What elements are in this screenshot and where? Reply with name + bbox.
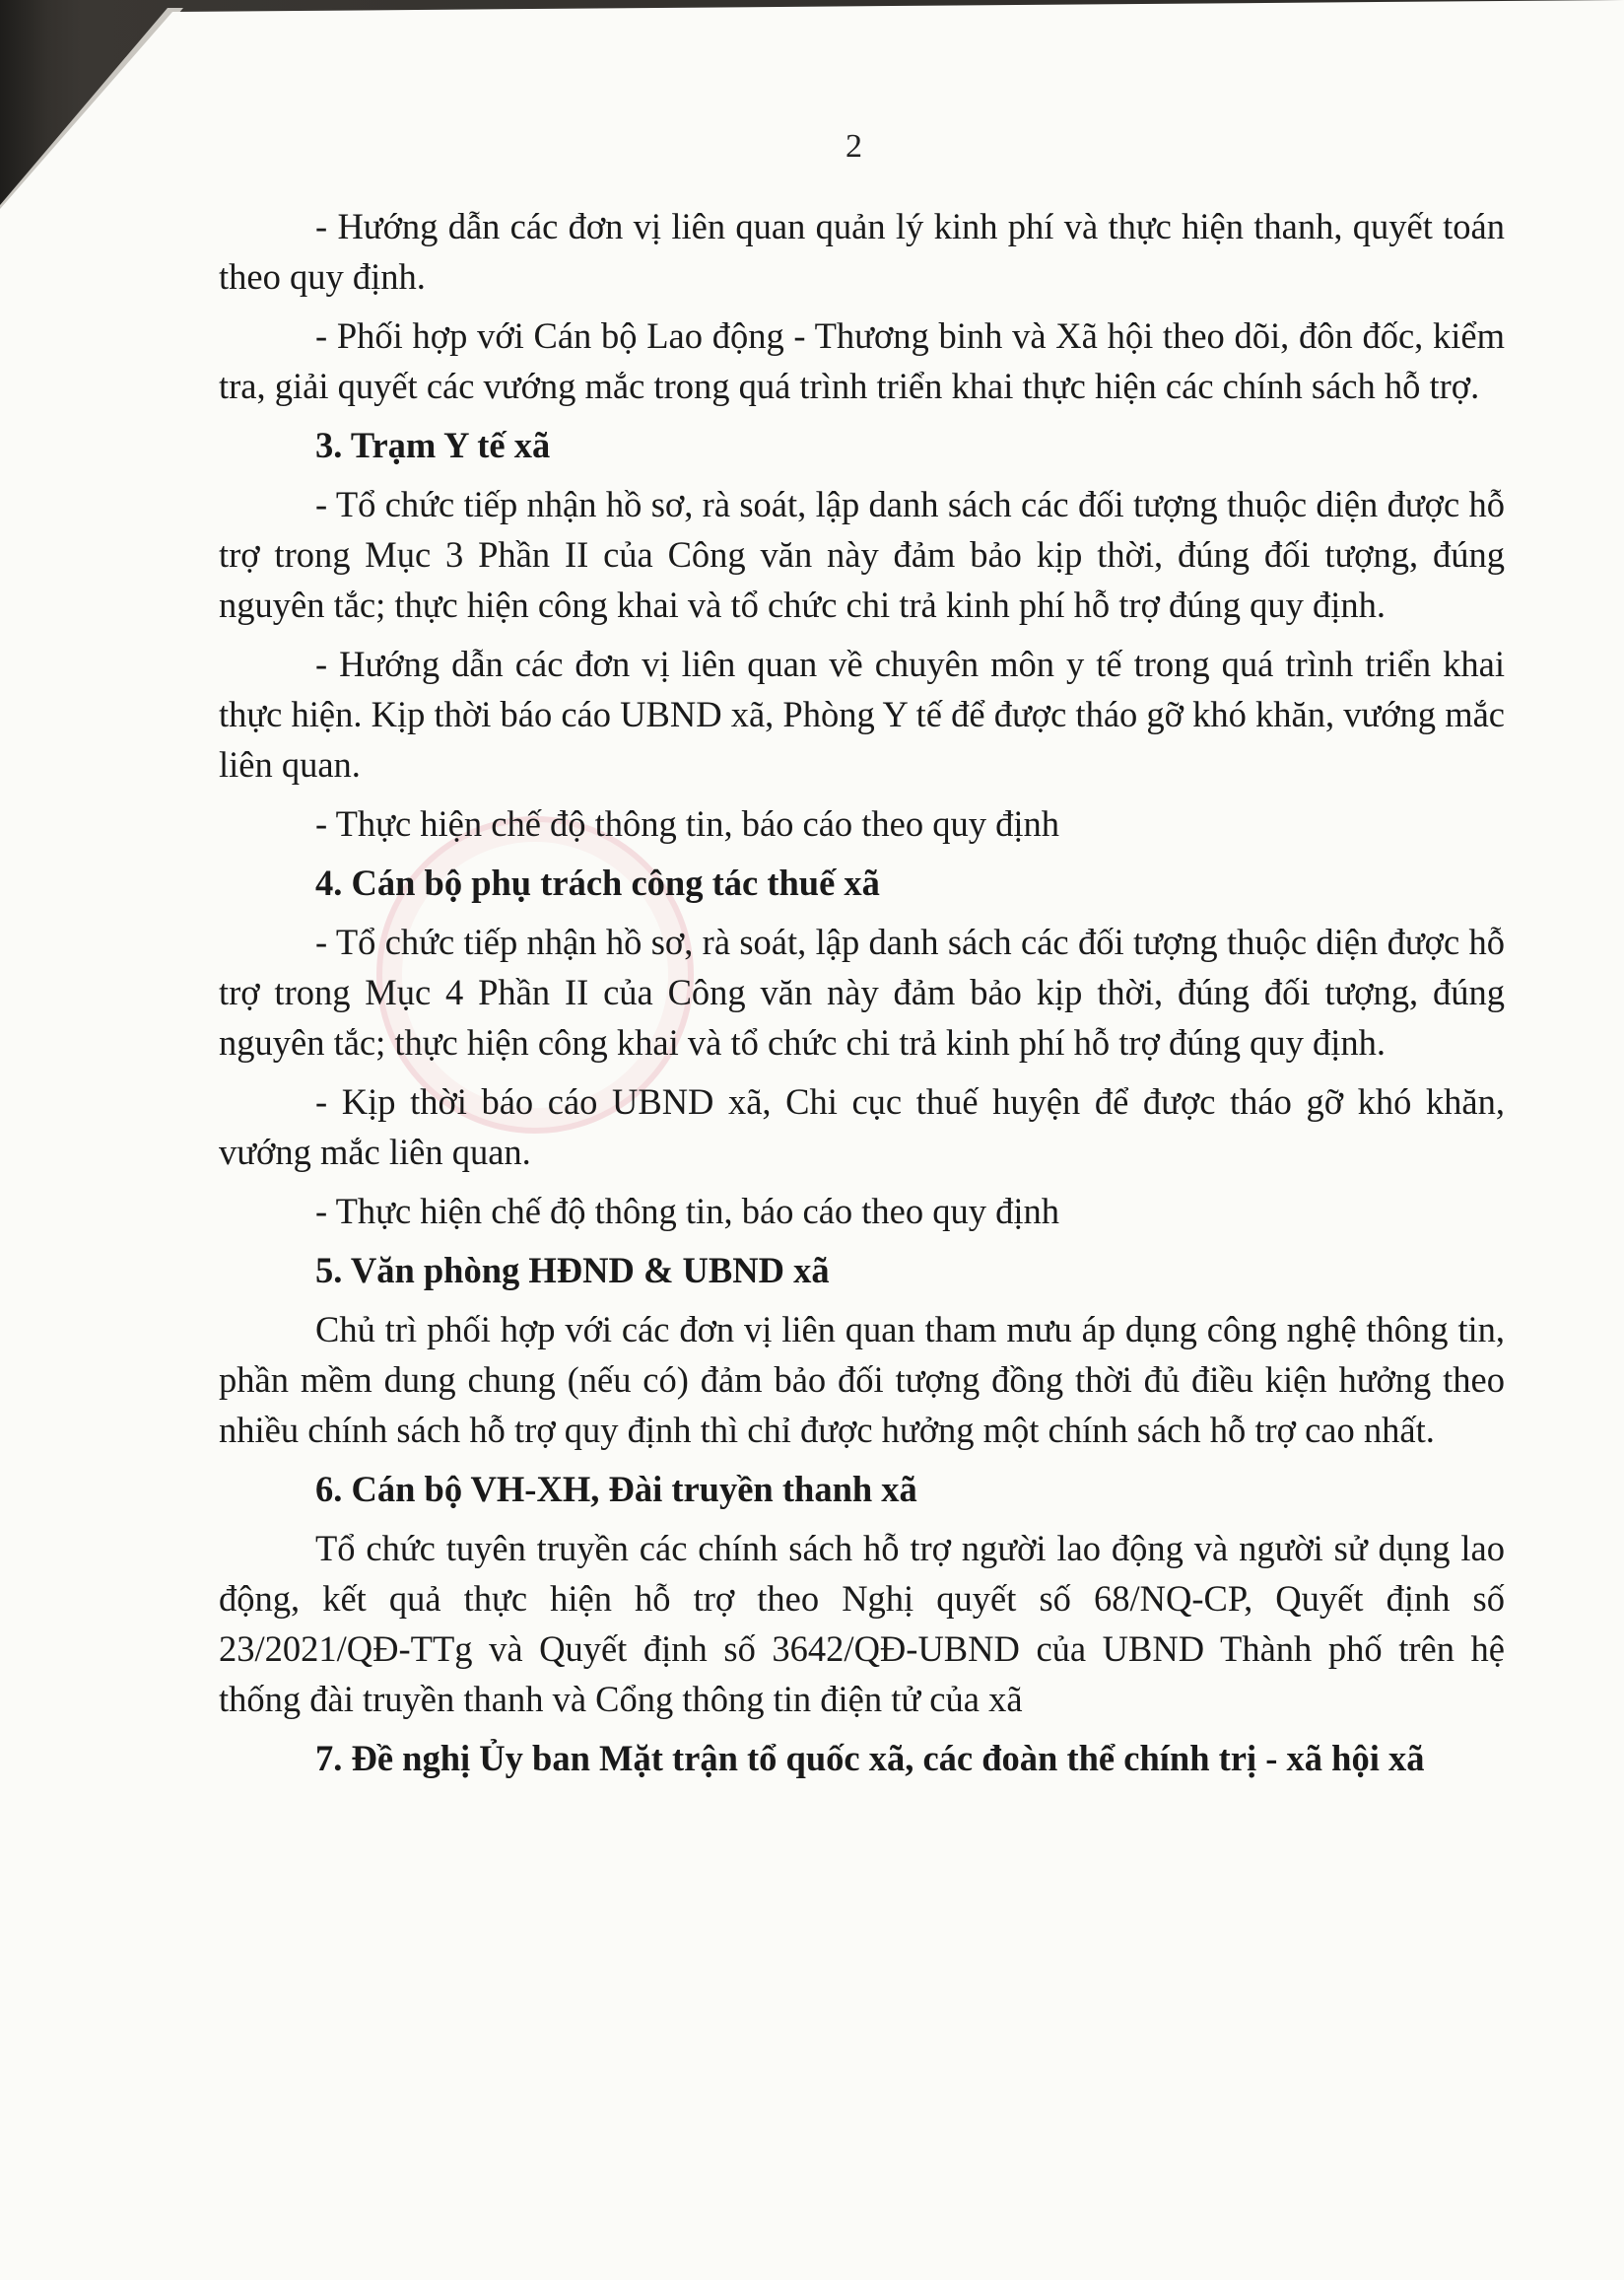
paragraph-health-station-reporting: - Thực hiện chế độ thông tin, báo cáo theo quy định	[315, 803, 1060, 844]
paragraph-health-station-guidance: - Hướng dẫn các đơn vị liên quan về chuyên môn y tế trong quá trình triển khai thực hiện. Kịp thời báo cáo UBND xã, Phòng Y tế để được tháo gỡ khó khăn, vướng mắc liên quan.	[219, 644, 1505, 785]
section-heading-3: 3. Trạm Y tế xã	[315, 425, 551, 465]
paragraph-tax-information: - Thực hiện chế độ thông tin, báo cáo theo quy định	[315, 1191, 1060, 1231]
section-heading-4: 4. Cán bộ phụ trách công tác thuế xã	[315, 863, 880, 903]
document-body	[219, 201, 1505, 1792]
page-number: 2	[846, 128, 862, 165]
paragraph-coordination: - Phối hợp với Cán bộ Lao động - Thương binh và Xã hội theo dõi, đôn đốc, kiểm tra, giải quyết các vướng mắc trong quá trình triển khai thực hiện các chính sách hỗ trợ.	[219, 315, 1505, 406]
paragraph-tax-intake: - Tổ chức tiếp nhận hồ sơ, rà soát, lập danh sách các đối tượng thuộc diện được hỗ trợ trong Mục 4 Phần II của Công văn này đảm bảo kịp thời, đúng đối tượng, đúng nguyên tắc; thực hiện công khai và tổ chức chi trả kinh phí hỗ trợ đúng quy định.	[219, 922, 1505, 1063]
paragraph-health-station-intake: - Tổ chức tiếp nhận hồ sơ, rà soát, lập danh sách các đối tượng thuộc diện được hỗ trợ trong Mục 3 Phần II của Công văn này đảm bảo kịp thời, đúng đối tượng, đúng nguyên tắc; thực hiện công khai và tổ chức chi trả kinh phí hỗ trợ đúng quy định.	[219, 484, 1505, 625]
section-heading-6: 6. Cán bộ VH-XH, Đài truyền thanh xã	[315, 1469, 917, 1509]
paragraph-budget-guidance: - Hướng dẫn các đơn vị liên quan quản lý kinh phí và thực hiện thanh, quyết toán theo quy định.	[219, 206, 1505, 297]
paragraph-propaganda: Tổ chức tuyên truyền các chính sách hỗ trợ người lao động và người sử dụng lao động, kết quả thực hiện hỗ trợ theo Nghị quyết số 68/NQ-CP, Quyết định số 23/2021/QĐ-TTg và Quyết định số 3642/QĐ-UBND của UBND Thành phố trên hệ thống đài truyền thanh và Cổng thông tin điện tử của xã	[219, 1528, 1505, 1719]
paragraph-office-it: Chủ trì phối hợp với các đơn vị liên quan tham mưu áp dụng công nghệ thông tin, phần mềm dung chung (nếu có) đảm bảo đối tượng đồng thời đủ điều kiện hưởng theo nhiều chính sách hỗ trợ quy định thì chỉ được hưởng một chính sách hỗ trợ cao nhất.	[219, 1309, 1505, 1450]
paragraph-tax-reporting: - Kịp thời báo cáo UBND xã, Chi cục thuế huyện để được tháo gỡ khó khăn, vướng mắc liên quan.	[219, 1081, 1505, 1172]
section-heading-7: 7. Đề nghị Ủy ban Mặt trận tổ quốc xã, các đoàn thể chính trị - xã hội xã	[315, 1738, 1425, 1778]
section-heading-5: 5. Văn phòng HĐND & UBND xã	[315, 1250, 830, 1290]
